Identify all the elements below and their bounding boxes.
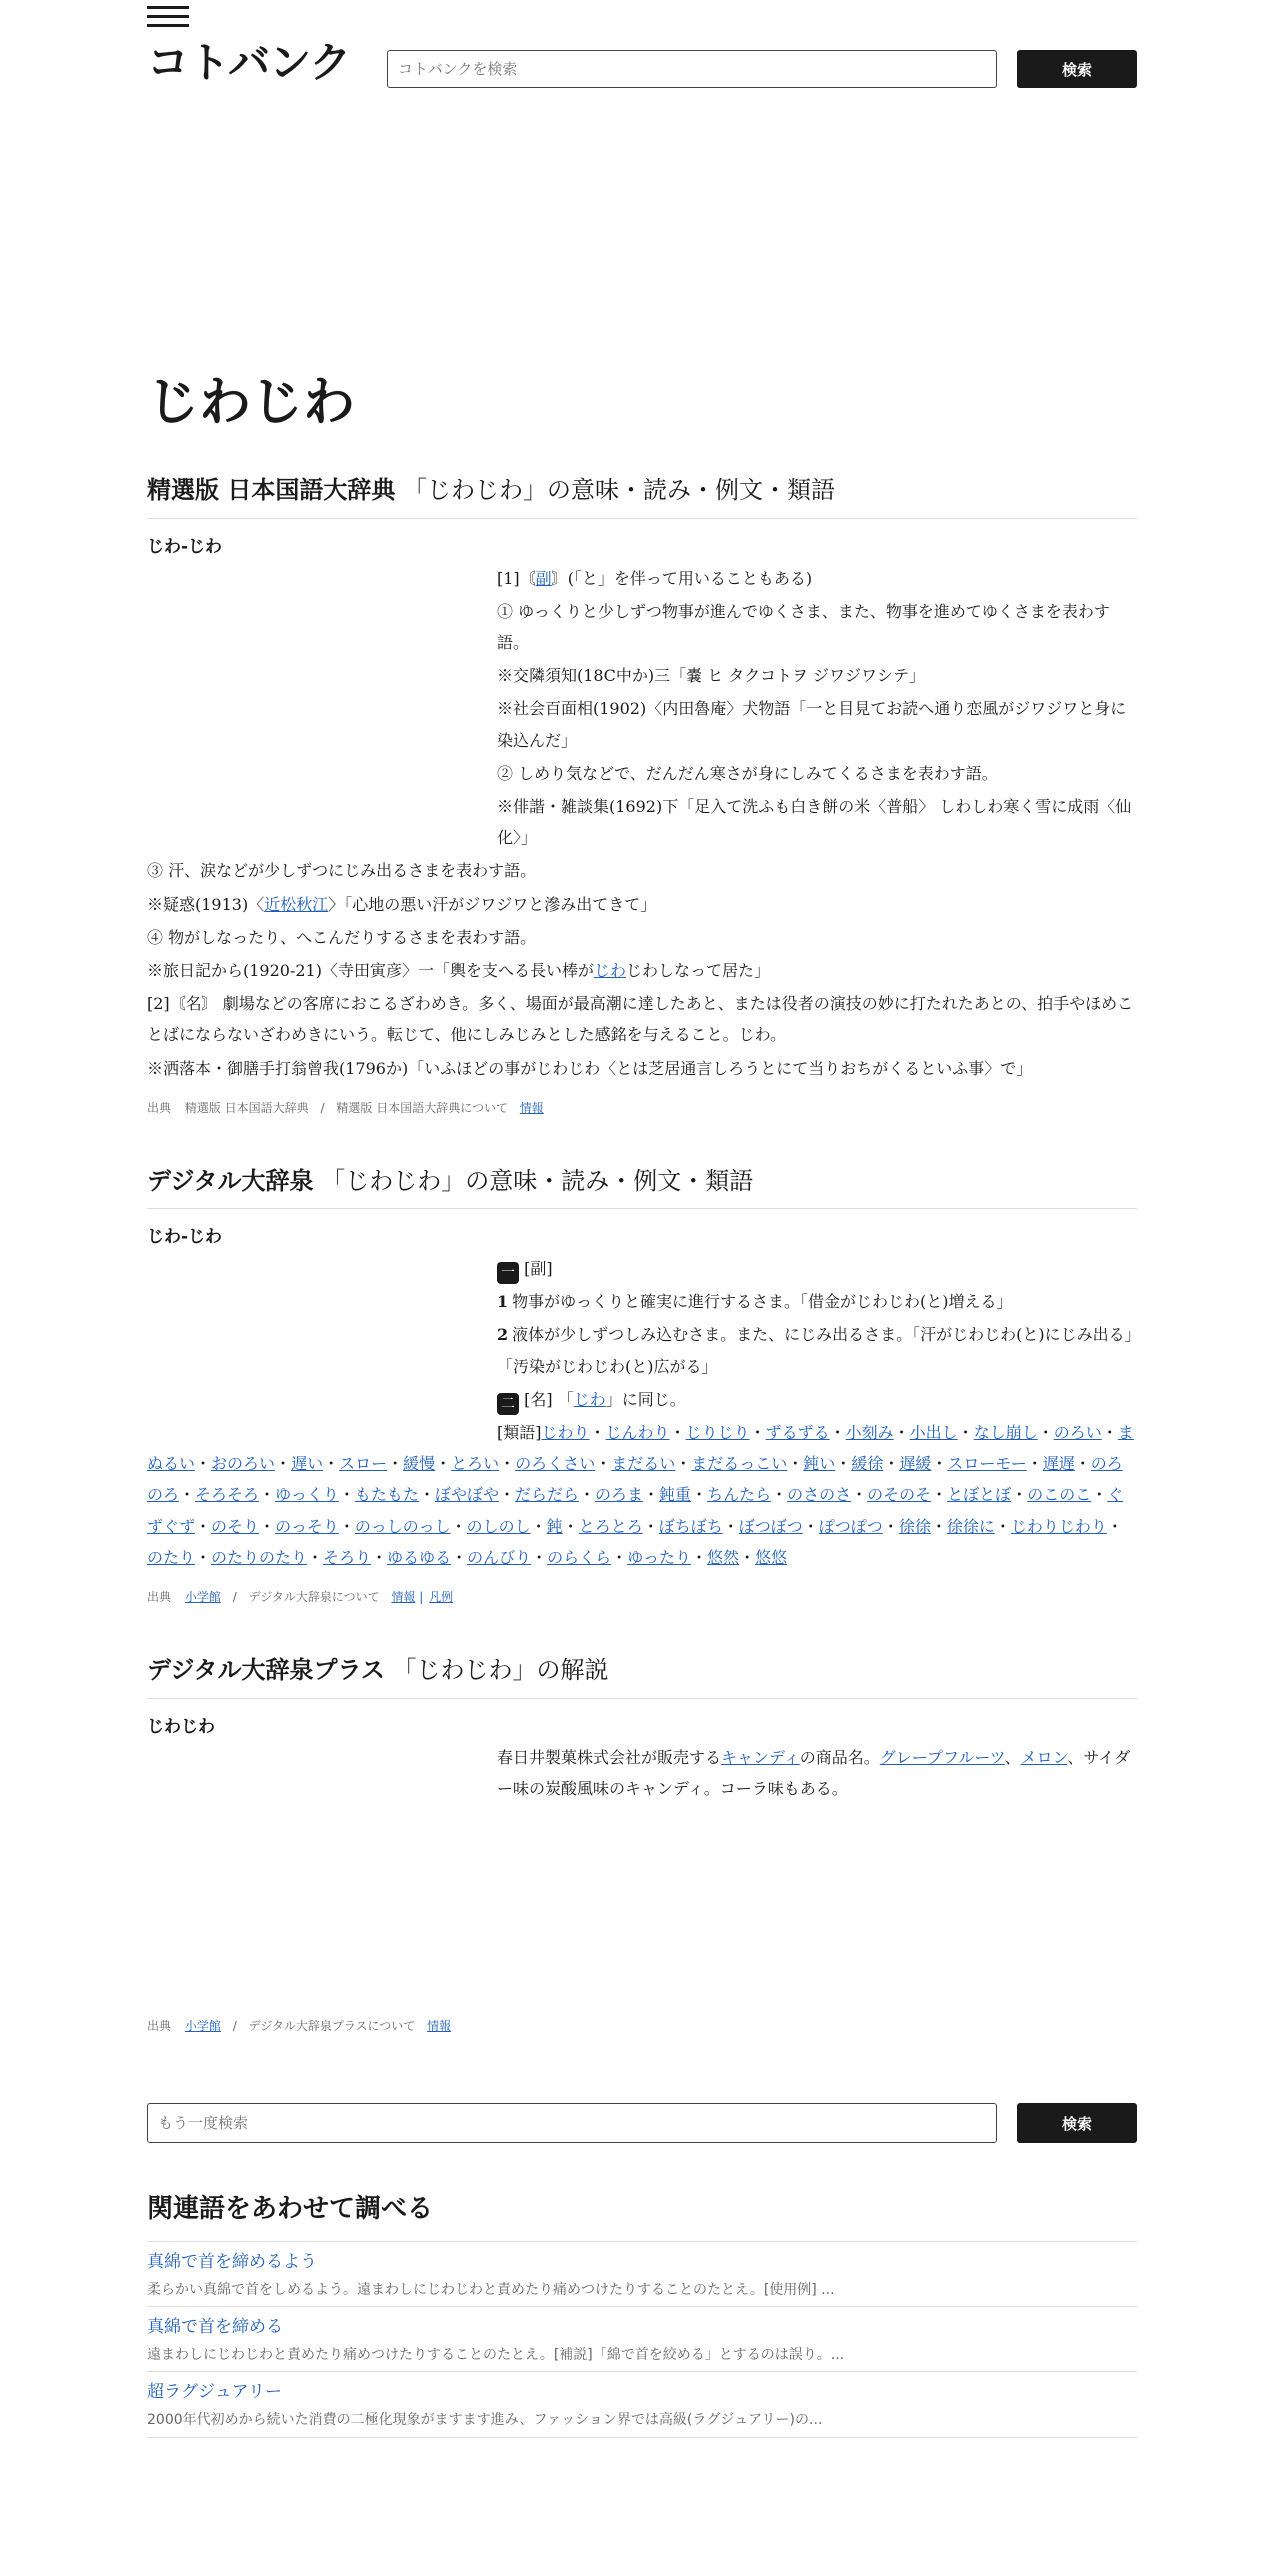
synonym-link[interactable]: のさのさ xyxy=(787,1485,852,1505)
synonym-link[interactable]: じんわり xyxy=(605,1423,670,1443)
synonym-link[interactable]: ゆったり xyxy=(627,1547,692,1567)
synonym-link[interactable]: もたもた xyxy=(354,1485,419,1505)
synonym-link[interactable]: ずるずる xyxy=(765,1423,830,1443)
synonym-link[interactable]: まぬるい xyxy=(147,1423,1134,1474)
related-list xyxy=(147,2242,1137,2438)
def-example xyxy=(147,889,1137,920)
site-logo[interactable]: コトバンク xyxy=(147,38,351,87)
candy-link[interactable]: キャンディ xyxy=(721,1748,800,1768)
synonym-link[interactable]: のろい xyxy=(1053,1423,1102,1443)
synonym-link[interactable]: 鈍重 xyxy=(659,1485,692,1505)
source-about: 精選版 日本国語大辞典について xyxy=(336,1100,508,1115)
synonym-link[interactable]: のんびり xyxy=(467,1547,532,1567)
search-input[interactable] xyxy=(387,50,997,88)
synonym-link[interactable]: のたり xyxy=(147,1547,196,1567)
section-heading-daijisen xyxy=(147,1165,1137,1210)
info-link[interactable]: 情報 xyxy=(427,2019,452,2034)
source-label: 出典 xyxy=(147,2019,172,2034)
def-line xyxy=(497,1742,1137,1804)
dict-name: 精選版 日本国語大辞典 xyxy=(147,476,396,505)
search-button[interactable]: 検索 xyxy=(1017,50,1137,88)
synonym-link[interactable]: じわりじわり xyxy=(1010,1516,1107,1536)
synonym-link[interactable]: ぼつぼつ xyxy=(738,1516,803,1536)
synonym-link[interactable]: のしのし xyxy=(466,1516,531,1536)
def-text: 」に同じ。 xyxy=(605,1389,686,1409)
synonym-link[interactable]: ぐずぐず xyxy=(147,1485,1124,1536)
definition-daijisen xyxy=(147,1253,1137,1573)
synonym-link[interactable]: のらくら xyxy=(547,1547,612,1567)
def-line xyxy=(497,1253,1137,1284)
def-line: ② しめり気などで、だんだん寒さが身にしみてくるさまを表わす語。 xyxy=(497,763,998,783)
synonym-link[interactable]: 遅遅 xyxy=(1042,1454,1075,1474)
author-link[interactable]: 近松秋江 xyxy=(264,894,329,914)
def-line xyxy=(497,1286,1137,1317)
def-example xyxy=(147,955,1137,986)
related-item[interactable] xyxy=(147,2372,1137,2437)
synonym-link[interactable]: 遅い xyxy=(291,1454,324,1474)
source-about: デジタル大辞泉プラスについて xyxy=(248,2019,416,2034)
def-line: ③ 汗、涙などが少しずつにじみ出るさまを表わす語。 xyxy=(147,861,537,881)
synonym-link[interactable]: のろま xyxy=(595,1485,644,1505)
definition-nikkoku xyxy=(147,563,1137,1084)
def-example: ※交隣須知(18C中か)三「嚢 ヒ タクコトヲ ジワジワシテ」 xyxy=(497,666,926,686)
synonym-link[interactable]: 悠悠 xyxy=(755,1547,788,1567)
synonym-link[interactable]: のそり xyxy=(211,1516,260,1536)
related-item[interactable] xyxy=(147,2307,1137,2372)
sense-number: 2 xyxy=(497,1325,509,1345)
synonym-link[interactable]: とぼとぼ xyxy=(947,1485,1012,1505)
def-text: [1]〘 xyxy=(497,568,536,588)
def-text: 、 xyxy=(1004,1748,1021,1768)
synonym-link[interactable]: のそのそ xyxy=(867,1485,932,1505)
search-again-input[interactable] xyxy=(147,2103,997,2143)
info-link[interactable]: 情報 xyxy=(391,1589,416,1604)
synonym-link[interactable]: 小出し xyxy=(909,1423,958,1443)
jiwa-link[interactable]: じわ xyxy=(573,1389,606,1409)
def-text: 〉「心地の悪い汗がジワジワと滲み出てきて」 xyxy=(328,894,657,914)
related-item-desc: 2000年代初めから続いた消費の二極化現象がますます進み、ファッション界では高級(ラグジュアリー)の... xyxy=(147,2412,823,2429)
synonym-link[interactable]: のこのこ xyxy=(1027,1485,1092,1505)
def-text: の商品名。 xyxy=(799,1748,880,1768)
def-text: 物事がゆっくりと確実に進行するさま。「借金がじわじわ(と)増える」 xyxy=(512,1292,1013,1312)
synonym-link[interactable]: 遅緩 xyxy=(899,1454,932,1474)
synonym-link[interactable]: ぽつぽつ xyxy=(818,1516,883,1536)
synonym-link[interactable]: まだるっこい xyxy=(691,1454,788,1474)
related-item-title[interactable]: 真綿で首を締めるよう xyxy=(147,2251,317,2272)
synonym-link[interactable]: スローモー xyxy=(947,1454,1027,1474)
related-item-title[interactable]: 真綿で首を締める xyxy=(147,2317,283,2338)
sense-number: 1 xyxy=(497,1292,509,1312)
def-text: ※旅日記から(1920‐21)〈寺田寅彦〉一「輿を支へる長い棒が xyxy=(147,960,594,980)
synonym-link[interactable]: じわり xyxy=(541,1423,590,1443)
def-example: ※俳諧・雑談集(1692)下「足入て洗ふも白き餅の米〈普船〉 しわしわ寒く雪に成雨〈仙化〉」 xyxy=(497,797,1132,848)
synonym-link[interactable]: ゆっくり xyxy=(275,1485,339,1505)
synonym-link[interactable]: 鈍 xyxy=(546,1516,563,1536)
synonym-link[interactable]: そろり xyxy=(323,1547,372,1567)
def-example: ※社会百面相(1902)〈内田魯庵〉犬物語「一と目見てお読へ通り恋風がジワジワと身に染込んだ」 xyxy=(497,699,1127,750)
source-name-link[interactable]: 小学館 xyxy=(184,1589,221,1604)
menu-icon[interactable] xyxy=(147,6,189,28)
source-name-link[interactable]: 小学館 xyxy=(184,2019,221,2034)
melon-link[interactable]: メロン xyxy=(1020,1748,1068,1768)
synonym-link[interactable]: 小刻み xyxy=(845,1423,894,1443)
synonym-link[interactable]: のたりのたり xyxy=(211,1547,308,1567)
def-line: ④ 物がしなったり、へこんだりするさまを表わす語。 xyxy=(147,927,537,947)
synonym-link[interactable]: まだるい xyxy=(611,1454,676,1474)
source-about: デジタル大辞泉について xyxy=(248,1589,380,1604)
source-label: 出典 xyxy=(147,1589,172,1604)
synonym-link[interactable]: ゆるゆる xyxy=(387,1547,452,1567)
source-label: 出典 xyxy=(147,1100,172,1115)
related-item-desc: 柔らかい真綿で首をしめるよう。遠まわしにじわじわと責めたり痛めつけたりすることのたとえ。[使用例] ... xyxy=(147,2281,835,2298)
info-link[interactable]: 情報 xyxy=(519,1100,544,1115)
headword: じわ‐じわ xyxy=(147,1227,223,1248)
synonym-link[interactable]: ぼやぼや xyxy=(434,1485,499,1505)
synonym-link[interactable]: とろとろ xyxy=(578,1516,643,1536)
def-line xyxy=(497,563,1137,594)
synonym-link[interactable]: なし崩し xyxy=(973,1423,1038,1443)
synonym-label: [類語] xyxy=(497,1423,542,1443)
synonym-link[interactable]: 緩徐 xyxy=(851,1454,884,1474)
site-header xyxy=(147,0,1137,100)
def-line: [2]〘名〙 劇場などの客席におこるざわめき。多く、場面が最高潮に達したあと、または役者の演技の妙に打たれたあとの、拍手やほめことばにならないざわめきにいう。転じて、他にしみじみとした感銘を与えること。じわ。 xyxy=(147,994,1134,1045)
dict-name: デジタル大辞泉 xyxy=(147,1166,314,1195)
def-text: 〙(「と」を伴って用いることもある) xyxy=(551,568,813,588)
section-subtitle: 「じわじわ」の意味・読み・例文・類語 xyxy=(321,1166,754,1195)
def-line: ① ゆっくりと少しずつ物事が進んでゆくさま、また、物事を進めてゆくさまを表わす語。 xyxy=(497,601,1110,653)
def-text: ※疑惑(1913)〈 xyxy=(147,894,265,914)
search-again-button[interactable]: 検索 xyxy=(1017,2103,1137,2143)
section-heading-nikkoku xyxy=(147,474,1137,519)
source-line: 出典 小学館 / デジタル大辞泉プラスについて 情報 xyxy=(147,2019,452,2034)
jiwa-link[interactable]: じわ xyxy=(593,960,626,980)
def-text: 、サイダー味の炭酸風味のキャンディ。コーラ味もある。 xyxy=(497,1748,1131,1799)
headword: じわじわ xyxy=(147,1716,215,1737)
section-subtitle: 「じわじわ」の意味・読み・例文・類語 xyxy=(403,476,835,505)
pos-label: [副] xyxy=(524,1259,553,1279)
related-heading: 関連語をあわせて調べる xyxy=(147,2187,1137,2242)
definition-plus xyxy=(147,1742,1137,2002)
synonym-link[interactable]: 徐徐に xyxy=(946,1516,995,1536)
def-example: ※洒落本・御膳手打翁曾我(1796か)「いふほどの事がじわじわ〈とは芝居通言しろうとにて当りおちがくるといふ事〉で」 xyxy=(147,1058,1033,1078)
def-text: 「 xyxy=(557,1389,574,1409)
synonym-list: [類語]じわり・じんわり・じりじり・ずるずる・小刻み・小出し・なし崩し・のろい・まぬるい・おのろい・遅い・スロー・緩慢・とろい・のろくさい・まだるい・まだるっこい・鈍い・緩徐・遅緩・スローモー・遅遅・のろのろ・そろそろ・ゆっくり・もたもた・ぼやぼや・だらだら・のろま・鈍重・ちんたら・のさのさ・のそのそ・とぼとぼ・のこのこ・ぐずぐず・のそり・のっそり・のっしのっし・のしのし・鈍・とろとろ・ぼちぼち・ぼつぼつ・ぽつぽつ・徐徐・徐徐に・じわりじわり・のたり・のたりのたり・そろり・ゆるゆる・のんびり・のらくら・ゆったり・悠然・悠悠 xyxy=(147,1423,1134,1567)
def-text: 液体が少しずつしみ込むさま。また、にじみ出るさま。「汗がじわじわ(と)にじみ出る」「汚染がじわじわ(と)広がる」 xyxy=(497,1325,1133,1376)
source-line: 出典 精選版 日本国語大辞典 / 精選版 日本国語大辞典について 情報 xyxy=(147,1100,544,1115)
synonym-link[interactable]: スロー xyxy=(339,1454,388,1474)
synonym-link[interactable]: のろのろ xyxy=(147,1454,1123,1505)
pos-label: [名] xyxy=(524,1389,553,1409)
synonym-link[interactable]: 悠然 xyxy=(707,1547,740,1567)
def-line xyxy=(497,1384,1137,1415)
related-item-desc: 遠まわしにじわじわと責めたり痛めつけたりすることのたとえ。[補説]「綿で首を絞める」とするのは誤り。... xyxy=(147,2346,845,2363)
dict-name: デジタル大辞泉プラス xyxy=(147,1655,385,1684)
synonym-link[interactable]: だらだら xyxy=(514,1485,579,1505)
synonym-link[interactable]: のろくさい xyxy=(515,1454,596,1474)
bottom-search-bar xyxy=(147,2103,1137,2143)
grapefruit-link[interactable]: グレープフルーツ xyxy=(879,1748,1005,1768)
synonym-link[interactable]: ぼちぼち xyxy=(658,1516,723,1536)
sense-number-badge: 一 xyxy=(497,1262,519,1284)
synonym-link[interactable]: のっそり xyxy=(275,1516,339,1536)
top-search-bar xyxy=(387,50,1137,88)
pos-link-adverb[interactable]: 副 xyxy=(535,568,552,588)
page-title: じわじわ xyxy=(147,373,356,433)
synonym-link[interactable]: のっしのっし xyxy=(354,1516,451,1536)
synonym-link[interactable]: 徐徐 xyxy=(898,1516,931,1536)
synonym-link[interactable]: じりじり xyxy=(685,1423,750,1443)
synonym-link[interactable]: おのろい xyxy=(211,1454,276,1474)
synonym-link[interactable]: 鈍い xyxy=(803,1454,836,1474)
synonym-link[interactable]: 緩慢 xyxy=(403,1454,436,1474)
synonym-link[interactable]: とろい xyxy=(451,1454,500,1474)
related-item[interactable] xyxy=(147,2242,1137,2307)
synonym-link[interactable]: そろそろ xyxy=(195,1485,260,1505)
def-text: 春日井製菓株式会社が販売する xyxy=(497,1748,722,1768)
section-subtitle: 「じわじわ」の解説 xyxy=(392,1655,609,1684)
sense-number-badge: 二 xyxy=(497,1393,519,1415)
headword: じわ‐じわ xyxy=(147,536,223,557)
related-item-title[interactable]: 超ラグジュアリー xyxy=(147,2382,282,2403)
def-line xyxy=(497,1319,1137,1381)
source-name: 精選版 日本国語大辞典 xyxy=(184,1100,309,1115)
def-text: じわしなって居た」 xyxy=(626,960,771,980)
usage-link[interactable]: 凡例 xyxy=(429,1589,454,1604)
source-line: 出典 小学館 / デジタル大辞泉について 情報 | 凡例 xyxy=(147,1589,454,1604)
synonym-link[interactable]: ちんたら xyxy=(707,1485,772,1505)
section-heading-plus xyxy=(147,1654,1137,1699)
